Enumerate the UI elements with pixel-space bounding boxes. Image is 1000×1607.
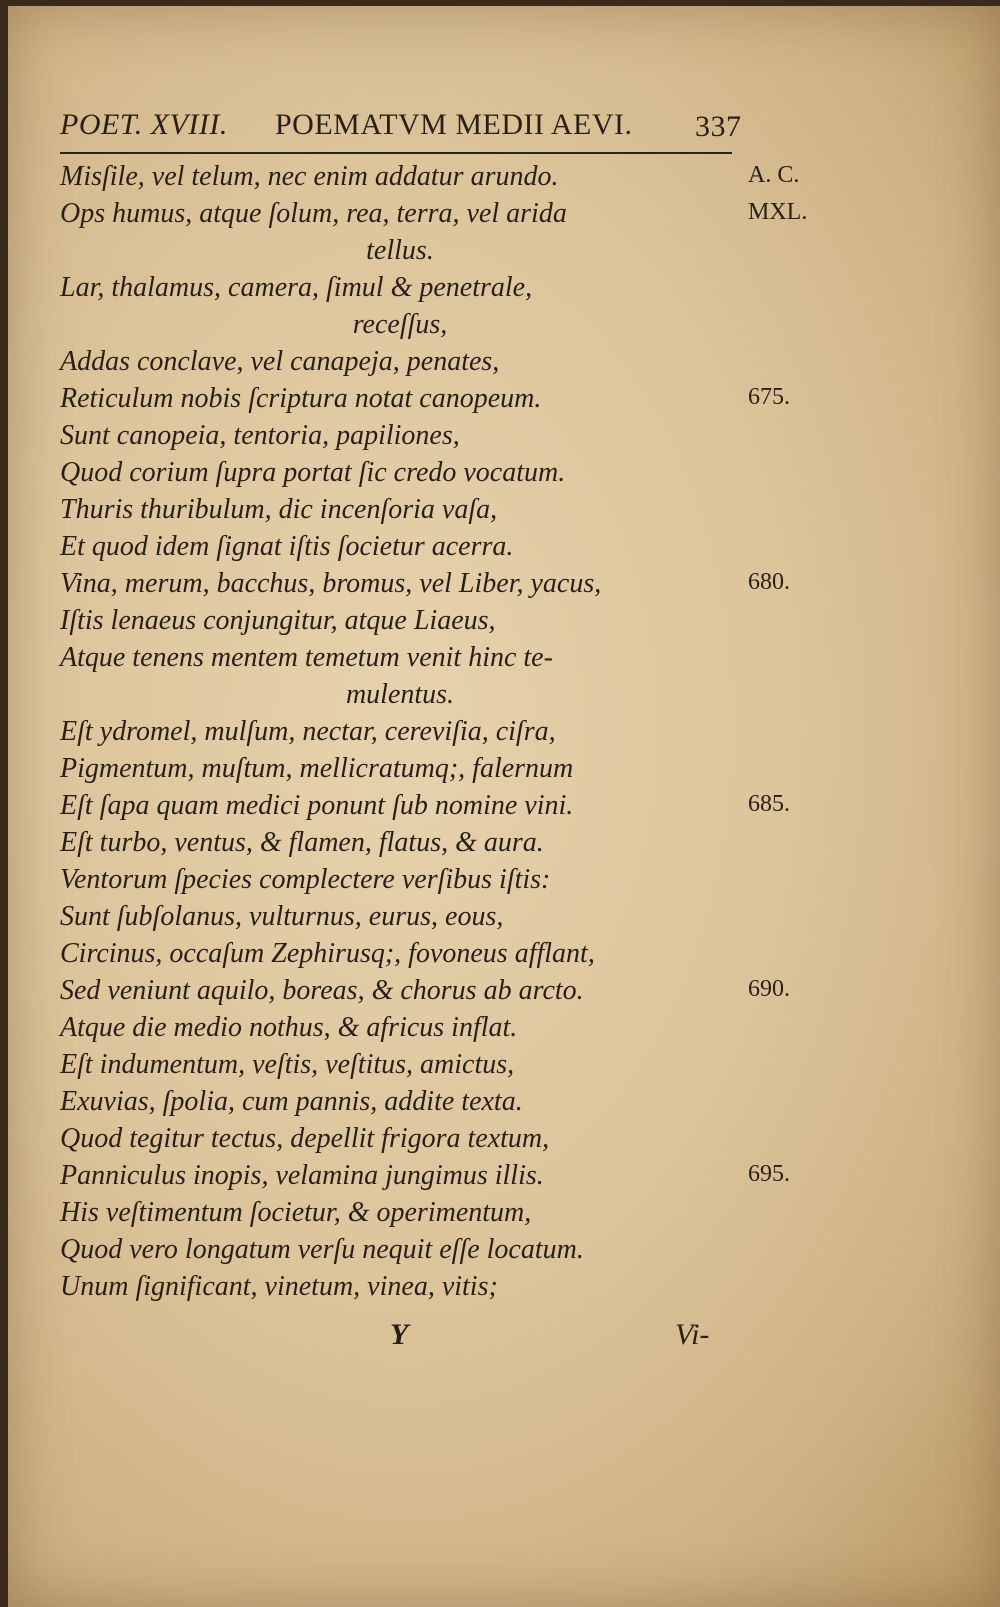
verse-line: tellus. (366, 235, 434, 266)
book-page (8, 6, 1000, 1607)
header-title: POEMATVM MEDII AEVI. (275, 108, 633, 141)
verse-line: Eſt ſapa quam medici ponunt ſub nomine vini. (60, 790, 574, 821)
verse-line: mulentus. (345, 679, 455, 710)
margin-note: 695. (748, 1161, 790, 1187)
margin-note: 690. (748, 976, 790, 1002)
verse-line: receſſus, (352, 309, 448, 340)
margin-note: 685. (748, 791, 790, 817)
verse-line: Circinus, occaſum Zephirusq;, fovoneus afflant, (60, 938, 595, 969)
verse-line: Eſt indumentum, veſtis, veſtitus, amictus, (60, 1049, 515, 1080)
verse-line: Vina, merum, bacchus, bromus, vel Liber, yacus, (60, 568, 602, 599)
page-footer (60, 1318, 740, 1358)
verse-line: Ventorum ſpecies complectere verſibus iſtis: (60, 864, 551, 895)
verse-line: Thuris thuribulum, dic incenſoria vaſa, (60, 494, 498, 525)
running-header (60, 108, 740, 152)
verse-line: Quod tegitur tectus, depellit frigora textum, (60, 1123, 550, 1154)
verse-line: Et quod idem ſignat iſtis ſocietur acerra. (60, 531, 514, 562)
verse-line: Iſtis lenaeus conjungitur, atque Liaeus, (60, 605, 496, 636)
signature-mark: Y (390, 1318, 409, 1351)
header-section-label: POET. XVIII. (60, 108, 228, 141)
verse-line: Eſt ydromel, mulſum, nectar, cereviſia, ciſra, (60, 716, 556, 747)
margin-note: A. C. (748, 162, 800, 188)
verse-line: Exuvias, ſpolia, cum pannis, addite texta. (60, 1086, 523, 1117)
margin-note: MXL. (748, 199, 808, 225)
page-number: 337 (695, 110, 742, 143)
verse-line: Atque die medio nothus, & africus inflat. (60, 1012, 518, 1043)
verse-text (60, 158, 740, 1305)
verse-line: Eſt turbo, ventus, & flamen, flatus, & aura. (60, 827, 544, 858)
verse-line: Pigmentum, muſtum, mellicratumq;, falernum (60, 753, 574, 784)
verse-line: Panniculus inopis, velamina jungimus illis. (60, 1160, 544, 1191)
verse-line: Unum ſignificant, vinetum, vinea, vitis; (60, 1271, 498, 1302)
margin-note: 675. (748, 384, 790, 410)
catchword: Vi- (675, 1318, 710, 1351)
verse-line: Quod corium ſupra portat ſic credo vocatum. (60, 457, 566, 488)
verse-line: Misſile, vel telum, nec enim addatur arundo. (60, 161, 559, 192)
verse-line: Reticulum nobis ſcriptura notat canopeum. (60, 383, 542, 414)
verse-line: Quod vero longatum verſu nequit eſſe locatum. (60, 1234, 584, 1265)
header-rule (60, 152, 732, 154)
verse-line: Sunt ſubſolanus, vulturnus, eurus, eous, (60, 901, 504, 932)
verse-line: Atque tenens mentem temetum venit hinc te- (60, 642, 553, 673)
verse-line: His veſtimentum ſocietur, & operimentum, (60, 1197, 532, 1228)
verse-line: Lar, thalamus, camera, ſimul & penetrale, (60, 272, 533, 303)
verse-line: Ops humus, atque ſolum, rea, terra, vel arida (60, 198, 567, 229)
verse-line: Addas conclave, vel canapeja, penates, (60, 346, 500, 377)
margin-note: 680. (748, 569, 790, 595)
verse-line: Sunt canopeia, tentoria, papiliones, (60, 420, 460, 451)
verse-line: Sed veniunt aquilo, boreas, & chorus ab arcto. (60, 975, 584, 1006)
